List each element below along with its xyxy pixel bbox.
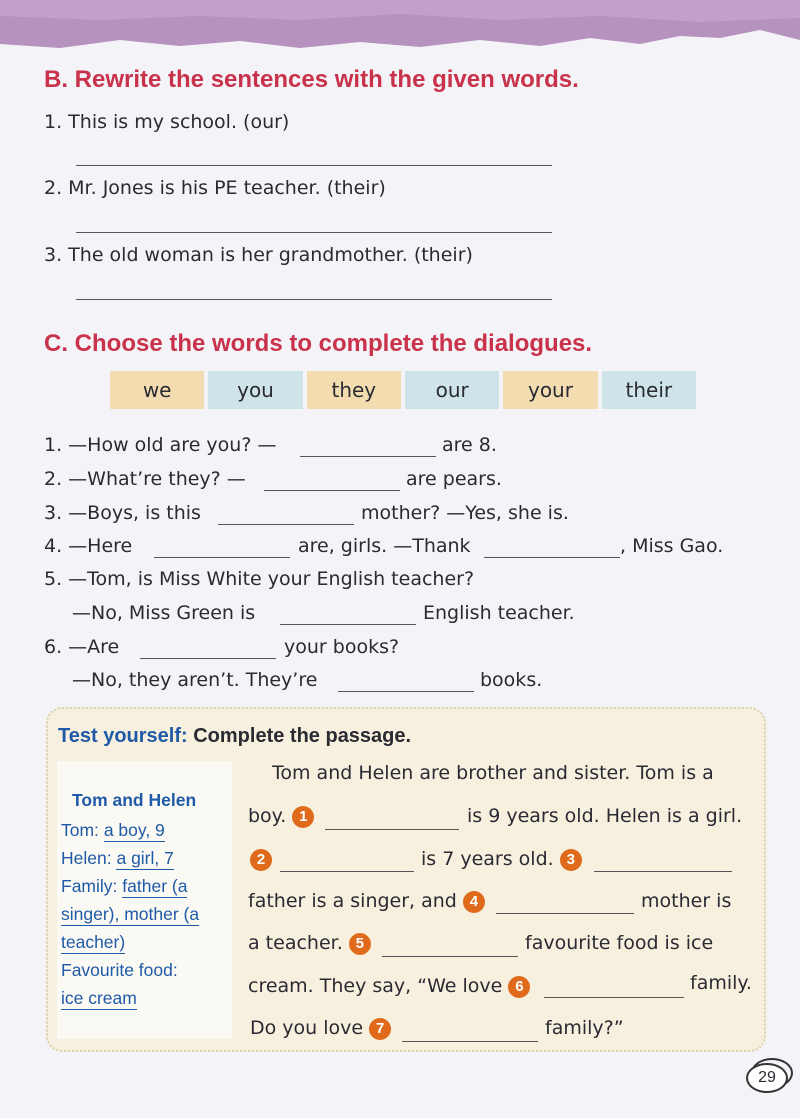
passage-blank-1[interactable] xyxy=(325,829,459,830)
number-badge-2: 2 xyxy=(250,849,272,871)
passage-line-3-start xyxy=(250,848,272,871)
card-helen: Helen: a girl, 7 xyxy=(61,848,174,868)
page-number: 29 xyxy=(746,1063,788,1093)
card-food-value: ice cream xyxy=(61,988,137,1008)
passage-line-7-start: Do you love 7 xyxy=(250,1017,391,1040)
passage-line-3-mid: is 7 years old. 3 xyxy=(421,848,582,871)
word-chip-you: you xyxy=(208,371,302,409)
c-line-6-end: books. xyxy=(480,669,543,691)
word-chip-your: your xyxy=(503,371,597,409)
c-blank-6a[interactable] xyxy=(140,658,276,659)
passage-line-5-end: favourite food is ice xyxy=(525,932,714,954)
c-line-5-question: 5. —Tom, is Miss White your English teacher? xyxy=(44,568,475,590)
word-chip-we: we xyxy=(110,371,204,409)
test-instruction: Complete the passage. xyxy=(193,725,412,747)
passage-line-7-end: family?” xyxy=(545,1017,624,1039)
passage-line-1: Tom and Helen are brother and sister. Tom is a xyxy=(272,762,714,784)
c-line-2-start: 2. —What’re they? — xyxy=(44,468,246,490)
word-bank xyxy=(110,371,696,409)
b-item-2: 2. Mr. Jones is his PE teacher. (their) xyxy=(44,177,386,199)
c-blank-5[interactable] xyxy=(280,624,416,625)
c-line-4-mid: are, girls. —Thank xyxy=(298,535,471,557)
passage-line-6-end: family. xyxy=(690,972,752,994)
passage-line-2-start: boy. 1 xyxy=(248,805,314,828)
passage-blank-2[interactable] xyxy=(280,871,414,872)
passage-line-2-end: is 9 years old. Helen is a girl. xyxy=(467,805,743,827)
b-item-1: 1. This is my school. (our) xyxy=(44,111,290,133)
c-line-4-start: 4. —Here xyxy=(44,535,133,557)
c-blank-1[interactable] xyxy=(300,456,436,457)
word-chip-they: they xyxy=(307,371,401,409)
passage-line-5-start: a teacher. 5 xyxy=(248,932,371,955)
card-title: Tom and Helen xyxy=(72,790,197,810)
c-line-4-end: , Miss Gao. xyxy=(620,535,724,557)
number-badge-3: 3 xyxy=(560,849,582,871)
c-line-3-start: 3. —Boys, is this xyxy=(44,502,201,524)
c-blank-6b[interactable] xyxy=(338,691,474,692)
top-banner xyxy=(0,0,800,62)
number-badge-5: 5 xyxy=(349,933,371,955)
number-badge-1: 1 xyxy=(292,806,314,828)
number-badge-7: 7 xyxy=(369,1018,391,1040)
card-tom: Tom: a boy, 9 xyxy=(61,820,165,840)
c-line-6-mid: your books? xyxy=(284,636,400,658)
b-answer-line-2[interactable] xyxy=(76,232,552,233)
c-line-5-start: —No, Miss Green is xyxy=(72,602,256,624)
number-badge-4: 4 xyxy=(463,891,485,913)
b-answer-line-3[interactable] xyxy=(76,299,552,300)
c-line-6-answer-start: —No, they aren’t. They’re xyxy=(72,669,318,691)
card-family-2: singer), mother (a xyxy=(61,904,200,924)
passage-line-6-start: cream. They say, “We love 6 xyxy=(248,975,530,998)
word-chip-our: our xyxy=(405,371,499,409)
c-line-1-start: 1. —How old are you? — xyxy=(44,434,277,456)
card-food-label: Favourite food: xyxy=(61,960,178,980)
passage-blank-7[interactable] xyxy=(402,1041,538,1042)
c-line-1-end: are 8. xyxy=(442,434,497,456)
b-answer-line-1[interactable] xyxy=(76,165,552,166)
test-yourself-label: Test yourself: xyxy=(58,725,188,747)
c-blank-4b[interactable] xyxy=(484,557,620,558)
c-line-3-end: mother? —Yes, she is. xyxy=(361,502,569,524)
passage-blank-4[interactable] xyxy=(496,913,634,914)
c-blank-4a[interactable] xyxy=(154,557,290,558)
card-family: Family: father (a xyxy=(61,876,188,896)
test-yourself-title xyxy=(58,725,411,748)
b-item-3: 3. The old woman is her grandmother. (their) xyxy=(44,244,473,266)
c-line-2-end: are pears. xyxy=(406,468,502,490)
card-family-3: teacher) xyxy=(61,932,126,952)
passage-line-4-end: mother is xyxy=(641,890,732,912)
passage-line-4-start: father is a singer, and 4 xyxy=(248,890,485,913)
passage-blank-5[interactable] xyxy=(382,956,518,957)
passage-blank-6[interactable] xyxy=(544,997,684,998)
section-c-heading: C. Choose the words to complete the dialogues. xyxy=(44,330,593,357)
word-chip-their: their xyxy=(602,371,696,409)
c-blank-2[interactable] xyxy=(264,490,400,491)
section-b-heading: B. Rewrite the sentences with the given words. xyxy=(44,66,579,93)
number-badge-6: 6 xyxy=(508,976,530,998)
c-line-5-end: English teacher. xyxy=(423,602,575,624)
c-line-6-start: 6. —Are xyxy=(44,636,120,658)
passage-blank-3[interactable] xyxy=(594,871,732,872)
c-blank-3[interactable] xyxy=(218,524,354,525)
